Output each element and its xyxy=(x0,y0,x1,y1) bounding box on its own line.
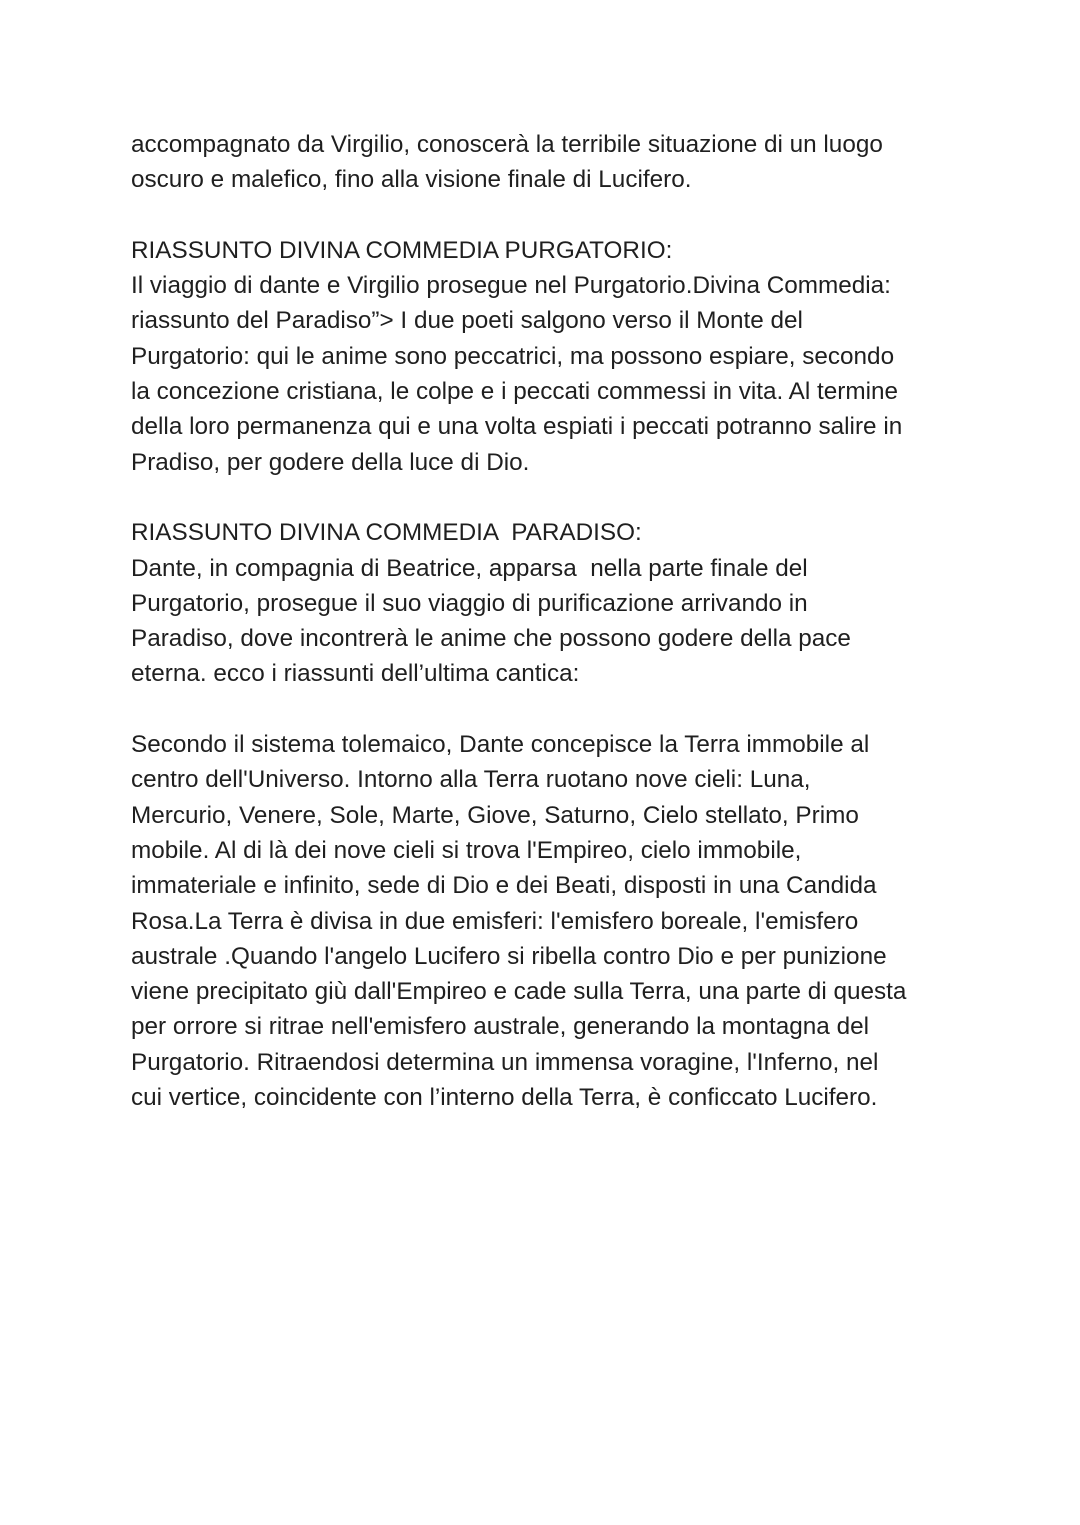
text-line: accompagnato da Virgilio, conoscerà la terribile situazione di un luogo xyxy=(131,131,883,158)
text-line: Mercurio, Venere, Sole, Marte, Giove, Saturno, Cielo stellato, Primo xyxy=(131,801,859,829)
text-line: Rosa.La Terra è divisa in due emisferi: l'emisfero boreale, l'emisfero xyxy=(131,907,859,935)
text-line: eterna. ecco i riassunti dell’ultima cantica: xyxy=(131,660,580,688)
text-line: Purgatorio: qui le anime sono peccatrici, ma possono espiare, secondo xyxy=(131,342,895,370)
text-line: immateriale e infinito, sede di Dio e dei Beati, disposti in una Candida xyxy=(131,872,877,900)
text-line: mobile. Al di là dei nove cieli si trova l'Empireo, cielo immobile, xyxy=(131,836,802,864)
text-line: centro dell'Universo. Intorno alla Terra ruotano nove cieli: Luna, xyxy=(131,766,811,794)
paragraph-paradiso xyxy=(131,515,961,691)
section-heading-paradiso: RIASSUNTO DIVINA COMMEDIA PARADISO: xyxy=(131,519,642,547)
paragraph-sistema-tolemaico xyxy=(131,727,961,1115)
text-line: Pradiso, per godere della luce di Dio. xyxy=(131,448,530,476)
text-line: Purgatorio, prosegue il suo viaggio di purificazione arrivando in xyxy=(131,589,808,617)
text-line: Il viaggio di dante e Virgilio prosegue nel Purgatorio.Divina Commedia: xyxy=(131,272,891,300)
paragraph-spacer xyxy=(131,692,961,727)
paragraph-spacer xyxy=(131,480,961,515)
text-line: Purgatorio. Ritraendosi determina un immensa voragine, l'Inferno, nel xyxy=(131,1048,879,1076)
text-line: oscuro e malefico, fino alla visione finale di Lucifero. xyxy=(131,166,692,194)
document-body xyxy=(131,127,961,1115)
text-line: cui vertice, coincidente con l’interno della Terra, è conficcato Lucifero. xyxy=(131,1084,878,1112)
text-line: della loro permanenza qui e una volta espiati i peccati potranno salire in xyxy=(131,413,903,441)
text-line: Secondo il sistema tolemaico, Dante concepisce la Terra immobile al xyxy=(131,731,870,759)
text-line: la concezione cristiana, le colpe e i peccati commessi in vita. Al termine xyxy=(131,378,899,406)
section-heading-purgatorio: RIASSUNTO DIVINA COMMEDIA PURGATORIO: xyxy=(131,236,673,264)
paragraph-inferno-ending xyxy=(131,127,961,198)
paragraph-purgatorio xyxy=(131,233,961,480)
text-line: Dante, in compagnia di Beatrice, apparsa nella parte finale del xyxy=(131,554,808,582)
text-line: viene precipitato giù dall'Empireo e cade sulla Terra, una parte di questa xyxy=(131,978,907,1006)
text-line: Paradiso, dove incontrerà le anime che possono godere della pace xyxy=(131,625,851,653)
text-line: riassunto del Paradiso”> I due poeti salgono verso il Monte del xyxy=(131,307,803,335)
text-line: per orrore si ritrae nell'emisfero australe, generando la montagna del xyxy=(131,1013,869,1041)
paragraph-spacer xyxy=(131,198,961,233)
text-line: australe .Quando l'angelo Lucifero si ribella contro Dio e per punizione xyxy=(131,942,887,970)
